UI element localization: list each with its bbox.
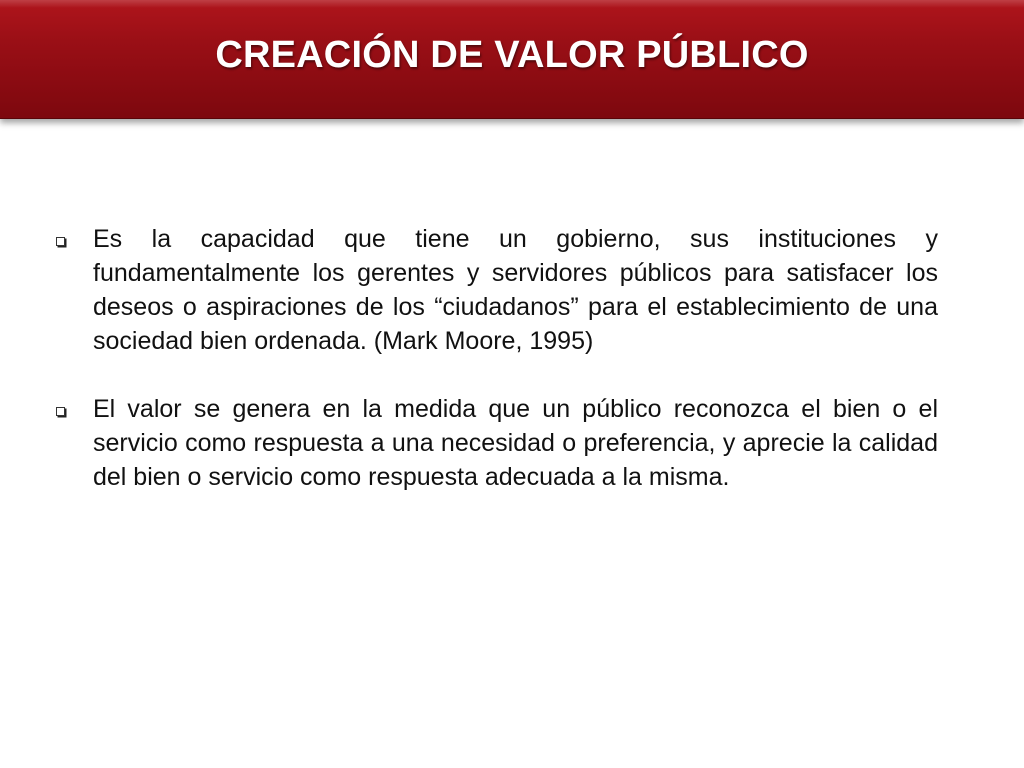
bullet-text-2: El valor se genera en la medida que un público reconozca el bien o el servicio como respuesta a una necesidad o preferencia, y aprecie la calidad del bien o servicio como respuesta adecuada a la misma. [93, 395, 938, 491]
bullet-text-1: Es la capacidad que tiene un gobierno, sus instituciones y fundamentalmente los gerentes y servidores públicos para satisfacer los deseos o aspiraciones de los “ciudadanos” para el establecimiento de una sociedad bien ordenada. (Mark Moore, 1995) [93, 225, 938, 355]
slide-title: CREACIÓN DE VALOR PÚBLICO [215, 34, 809, 76]
slide-content [52, 222, 938, 528]
square-bullet-icon [56, 237, 65, 246]
title-bar [0, 0, 1024, 119]
square-bullet-icon [56, 407, 65, 416]
bullet-item-2 [52, 392, 938, 494]
bullet-item-1 [52, 222, 938, 358]
